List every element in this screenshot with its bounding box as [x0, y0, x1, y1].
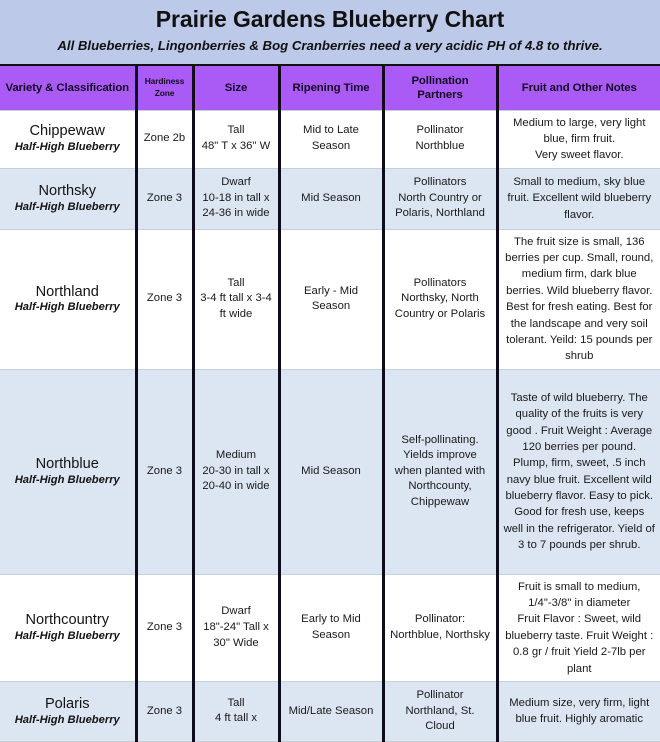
cell-ripening-time-text: Early - Mid Season [304, 284, 358, 313]
cell-fruit-notes-text: Small to medium, sky blue fruit. Excellent wild blueberry flavor. [507, 176, 652, 221]
cell-size [193, 574, 279, 681]
cell-hardiness-zone-text: Zone 3 [146, 620, 183, 633]
table-row[interactable] [0, 110, 660, 168]
variety-name: Chippewaw [29, 123, 105, 140]
cell-fruit-notes [497, 574, 660, 681]
cell-variety [0, 229, 136, 369]
cell-fruit-notes-text: The fruit size is small, 136 berries per cup. Small, round, medium firm, dark blue berries. Wild blueberry flavor. Best for fresh eating. Best for the landscape and very soil tolerant. Yeild: 15 pounds per shrub [505, 235, 654, 363]
cell-size-text: Dwarf 18"-24" Tall x 30" Wide [203, 605, 269, 649]
page-title: Prairie Gardens Blueberry Chart [155, 6, 505, 32]
table-row[interactable] [0, 369, 660, 574]
variety-name: Northcountry [25, 612, 110, 629]
variety-classification: Half-High Blueberry [14, 713, 120, 726]
cell-size [193, 369, 279, 574]
cell-hardiness-zone [136, 229, 193, 369]
cell-fruit-notes-text: Taste of wild blueberry. The quality of the fruits is very good . Fruit Weight : Average 120 berries per pound. Plump, firm, sweet, .5 inch navy blue fruit. Excellent wild blueberry flavor. Easy to pick. Good for fresh use, keeps well in the refrigerator. Yield of 3 to 7 pounds per shrub. [503, 391, 655, 552]
cell-pollination-partners-text: Pollinators Northsky, North Country or Polaris [394, 276, 486, 320]
cell-fruit-notes-text: Medium size, very firm, light blue fruit. Highly aromatic [509, 697, 650, 726]
table-body [0, 110, 660, 741]
column-header-hardiness-zone-line2: Zone [154, 87, 175, 98]
cell-ripening-time [279, 574, 383, 681]
variety-name: Northsky [38, 183, 97, 200]
table-row[interactable] [0, 229, 660, 369]
cell-variety [0, 168, 136, 229]
cell-ripening-time-text: Mid Season [301, 464, 361, 477]
cell-hardiness-zone-text: Zone 3 [146, 292, 183, 305]
cell-size-text: Tall 3-4 ft tall x 3-4 ft wide [200, 276, 272, 320]
cell-size [193, 168, 279, 229]
column-header-hardiness-zone-line1: Hardiness [144, 75, 185, 86]
cell-size [193, 681, 279, 741]
cell-fruit-notes [497, 110, 660, 168]
cell-pollination-partners [383, 229, 497, 369]
cell-variety [0, 681, 136, 741]
variety-classification: Half-High Blueberry [14, 629, 120, 642]
column-header-fruit-notes[interactable]: Fruit and Other Notes [497, 66, 660, 110]
cell-size-text: Medium 20-30 in tall x 20-40 in wide [202, 449, 270, 493]
cell-variety [0, 110, 136, 168]
cell-size-text: Tall 48" T x 36" W [201, 124, 271, 153]
cell-pollination-partners [383, 369, 497, 574]
variety-name: Northland [35, 283, 99, 300]
cell-size [193, 229, 279, 369]
cell-hardiness-zone-text: Zone 2b [143, 132, 186, 145]
cell-ripening-time-text: Mid Season [301, 191, 361, 204]
column-header-hardiness-zone[interactable] [136, 66, 193, 110]
column-header-variety[interactable]: Variety & Classification [0, 66, 136, 110]
cell-pollination-partners [383, 110, 497, 168]
table-header [0, 66, 660, 110]
cell-ripening-time-text: Mid to Late Season [303, 124, 359, 153]
table-row[interactable] [0, 168, 660, 229]
cell-pollination-partners-text: Pollinators North Country or Polaris, Northland [395, 176, 485, 220]
page-subtitle: All Blueberries, Lingonberries & Bog Cranberries need a very acidic PH of 4.8 to thrive. [57, 37, 603, 53]
cell-fruit-notes [497, 229, 660, 369]
cell-pollination-partners [383, 168, 497, 229]
cell-pollination-partners [383, 574, 497, 681]
cell-size-text: Tall 4 ft tall x [214, 696, 258, 725]
cell-hardiness-zone-text: Zone 3 [146, 704, 183, 717]
cell-hardiness-zone-text: Zone 3 [146, 191, 183, 204]
blueberry-varieties-table [0, 66, 660, 742]
table-row[interactable] [0, 574, 660, 681]
cell-ripening-time-text: Early to Mid Season [301, 613, 361, 641]
cell-pollination-partners [383, 681, 497, 741]
column-header-size[interactable]: Size [193, 66, 279, 110]
chart-header-band [0, 0, 660, 66]
cell-hardiness-zone [136, 681, 193, 741]
cell-size [193, 110, 279, 168]
variety-name: Northblue [35, 456, 99, 473]
table-row[interactable] [0, 681, 660, 741]
cell-ripening-time [279, 369, 383, 574]
variety-classification: Half-High Blueberry [14, 473, 120, 486]
cell-hardiness-zone [136, 574, 193, 681]
variety-classification: Half-High Blueberry [14, 141, 120, 154]
column-header-ripening-time[interactable]: Ripening Time [279, 66, 383, 110]
cell-pollination-partners-text: Pollinator: Northblue, Northsky [390, 613, 490, 641]
variety-classification: Half-High Blueberry [14, 301, 120, 314]
table-header-row [0, 66, 660, 110]
column-header-pollination-partners[interactable]: Pollination Partners [383, 66, 497, 110]
cell-fruit-notes-text: Fruit is small to medium, 1/4"-3/8" in diameter Fruit Flavor : Sweet, wild blueberry taste. Fruit Weight : 0.8 gr / fruit Yield 2-7lb per plant [505, 580, 654, 675]
cell-ripening-time [279, 110, 383, 168]
cell-hardiness-zone-text: Zone 3 [146, 464, 183, 477]
cell-pollination-partners-text: Pollinator Northblue [415, 124, 465, 153]
cell-fruit-notes [497, 681, 660, 741]
variety-classification: Half-High Blueberry [14, 200, 120, 213]
cell-fruit-notes-text: Medium to large, very light blue, firm fruit. Very sweet flavor. [513, 116, 646, 162]
cell-hardiness-zone [136, 110, 193, 168]
cell-hardiness-zone [136, 369, 193, 574]
cell-hardiness-zone [136, 168, 193, 229]
cell-ripening-time [279, 681, 383, 741]
variety-name: Polaris [44, 695, 90, 712]
cell-pollination-partners-text: Self-pollinating. Yields improve when planted with Northcounty, Chippewaw [394, 433, 486, 508]
cell-pollination-partners-text: Pollinator Northland, St. Cloud [405, 689, 475, 733]
cell-ripening-time-text: Mid/Late Season [288, 704, 374, 717]
cell-size-text: Dwarf 10-18 in tall x 24-36 in wide [202, 176, 270, 220]
cell-variety [0, 574, 136, 681]
cell-variety [0, 369, 136, 574]
cell-ripening-time [279, 168, 383, 229]
cell-ripening-time [279, 229, 383, 369]
cell-fruit-notes [497, 168, 660, 229]
cell-fruit-notes [497, 369, 660, 574]
